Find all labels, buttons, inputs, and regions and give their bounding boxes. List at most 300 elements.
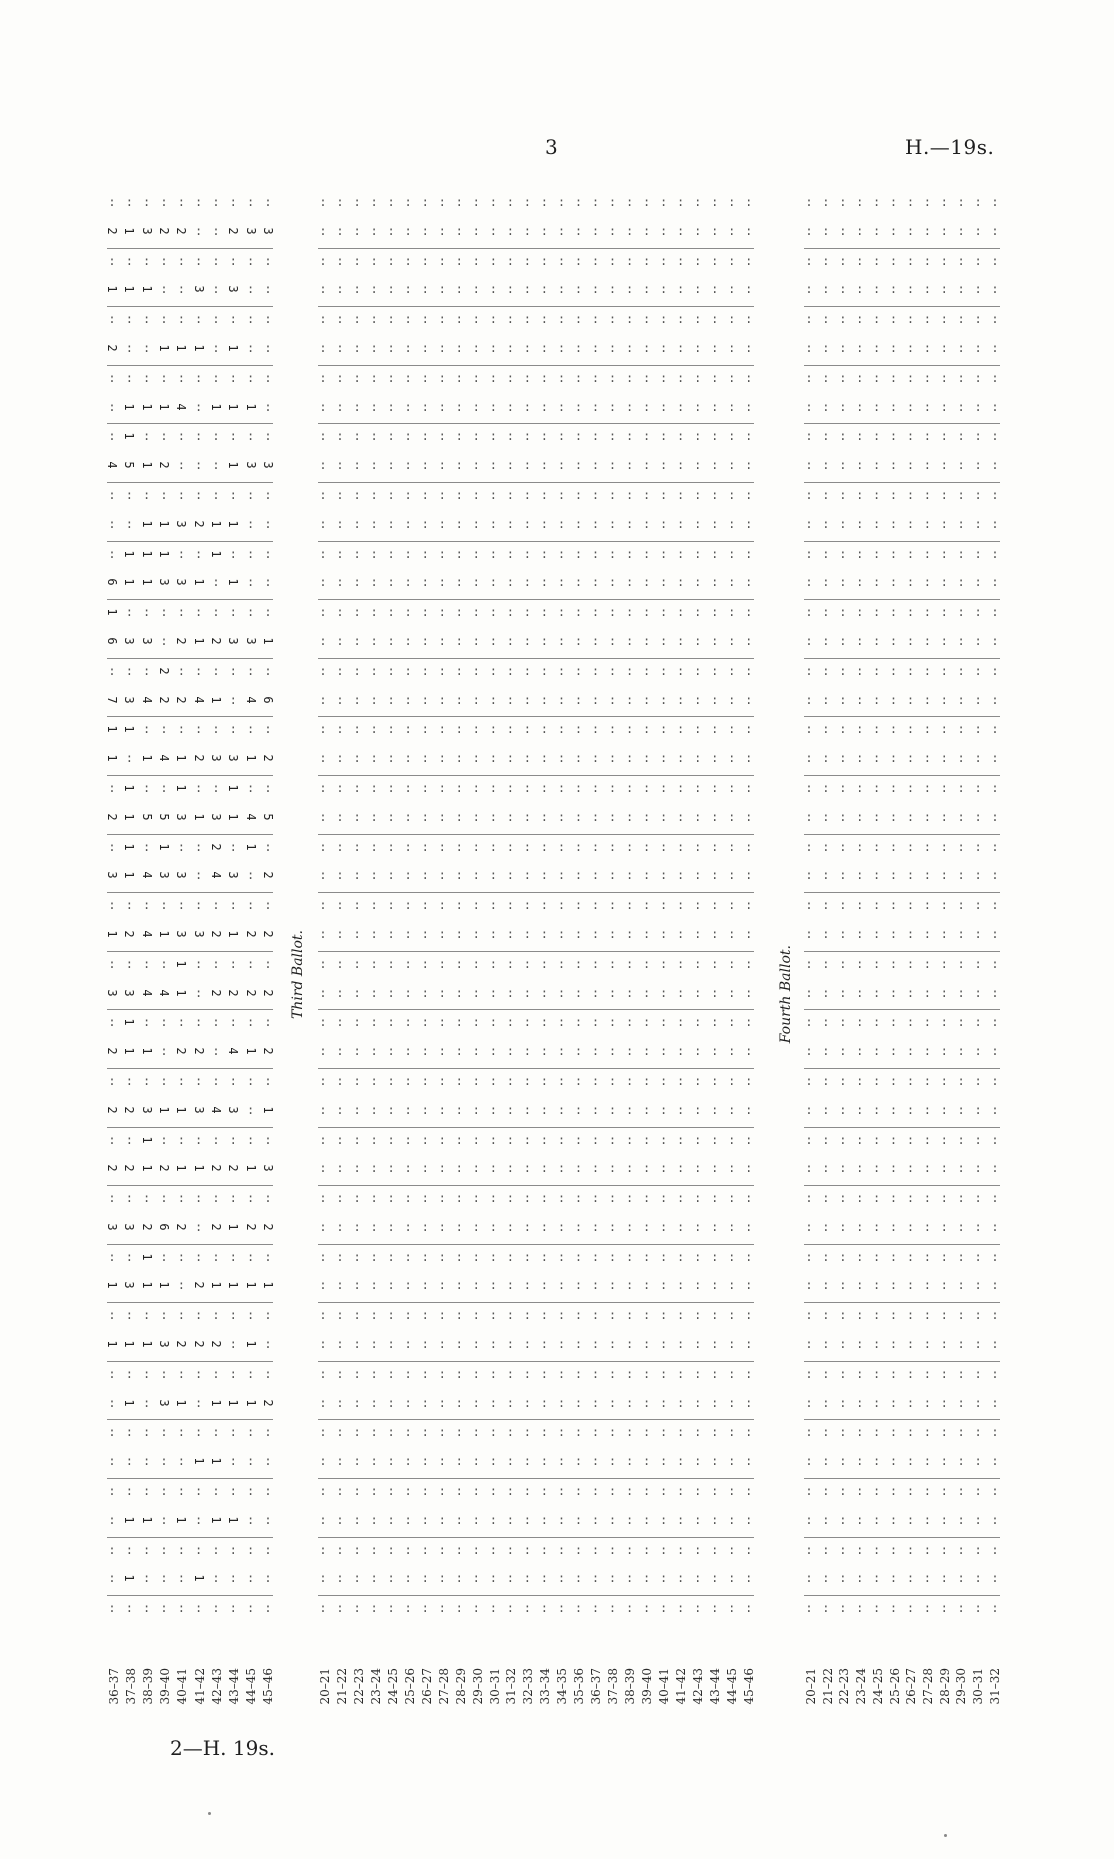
table-cell: : xyxy=(229,253,237,268)
table-cell: : xyxy=(940,605,948,620)
table-cell: : xyxy=(677,809,685,824)
table-cell: : xyxy=(660,458,668,473)
table-cell: : xyxy=(591,1161,600,1176)
table-cell: : xyxy=(608,1308,617,1323)
table-cell: : xyxy=(642,1073,651,1088)
table-cell: : xyxy=(822,956,830,971)
table-cell: : xyxy=(642,282,651,297)
table-row xyxy=(804,453,1000,483)
table-cell: : xyxy=(370,1366,378,1381)
range-labels-col1 xyxy=(107,1668,273,1705)
table-cell: : xyxy=(805,1073,813,1088)
table-cell: : xyxy=(557,340,566,355)
fourth-ballot-table xyxy=(804,190,1000,1625)
table-cell: : xyxy=(557,1571,566,1586)
table-cell: : xyxy=(195,1308,203,1323)
table-cell: 4 xyxy=(139,695,154,704)
table-cell: : xyxy=(642,1044,651,1059)
range-label: 26–27 xyxy=(904,1668,919,1705)
table-cell: : xyxy=(974,282,982,297)
table-cell: : xyxy=(523,1015,531,1030)
table-cell: : xyxy=(906,195,915,209)
table-cell: : xyxy=(455,692,463,707)
table-cell: : xyxy=(404,312,412,327)
table-cell: : xyxy=(506,1102,514,1117)
table-cell: 1 xyxy=(191,578,206,586)
table-cell: : xyxy=(143,780,151,795)
table-cell: : xyxy=(642,1249,651,1264)
table-cell: : xyxy=(991,1191,999,1206)
table-cell: 2 xyxy=(260,1047,275,1055)
table-cell: : xyxy=(873,839,881,854)
table-cell: : xyxy=(856,1191,864,1206)
table-cell: : xyxy=(195,1015,203,1030)
table-cell: : xyxy=(677,1337,685,1352)
table-cell: : xyxy=(472,1484,480,1499)
table-cell: : xyxy=(489,868,497,883)
table-cell: : xyxy=(472,839,480,854)
table-cell: : xyxy=(387,429,395,444)
table-cell: 1 xyxy=(243,1399,258,1407)
table-cell: : xyxy=(574,605,583,620)
table-row xyxy=(804,190,1000,219)
table-cell: : xyxy=(822,985,830,1000)
table-cell: : xyxy=(319,1337,327,1352)
table-cell: : xyxy=(353,1366,361,1381)
table-cell: : xyxy=(889,1542,898,1557)
table-cell: : xyxy=(642,1015,651,1030)
table-cell: : xyxy=(625,1337,634,1352)
table-cell: : xyxy=(906,575,915,590)
table-cell: 6 xyxy=(105,578,119,586)
table-cell: : xyxy=(404,1512,412,1527)
table-cell: : xyxy=(387,1542,395,1557)
table-cell: : xyxy=(745,282,753,297)
table-cell: : xyxy=(991,1366,999,1381)
table-cell: 3 xyxy=(105,1223,119,1231)
table-cell: : xyxy=(229,839,237,854)
table-cell: : xyxy=(489,898,497,913)
table-cell: 4 xyxy=(174,402,189,411)
table-cell: : xyxy=(974,1454,982,1469)
table-cell: : xyxy=(991,1337,999,1352)
table-cell: : xyxy=(404,956,412,971)
table-cell: : xyxy=(489,1601,497,1616)
table-cell: : xyxy=(421,1308,429,1323)
table-cell: : xyxy=(608,575,617,590)
table-cell: : xyxy=(856,1015,864,1030)
table-cell: : xyxy=(889,1395,898,1410)
table-cell: : xyxy=(506,1512,514,1527)
table-cell: : xyxy=(906,458,915,473)
table-cell: : xyxy=(387,1249,395,1264)
third-ballot-table xyxy=(318,190,754,1625)
table-cell: : xyxy=(143,1571,151,1586)
table-row xyxy=(107,1566,273,1596)
table-cell: : xyxy=(319,809,327,824)
table-cell: : xyxy=(711,1542,719,1557)
table-cell: : xyxy=(889,253,898,268)
table-cell: : xyxy=(677,340,685,355)
table-cell: 2 xyxy=(208,1223,223,1231)
table-cell: : xyxy=(625,1278,634,1293)
table-cell: 1 xyxy=(122,1018,137,1026)
table-cell: : xyxy=(336,605,344,620)
table-cell: 2 xyxy=(105,1106,119,1114)
table-cell: : xyxy=(745,956,753,971)
table-cell: : xyxy=(625,868,634,883)
table-row xyxy=(804,1596,1000,1625)
table-cell: 2 xyxy=(208,1164,223,1172)
table-cell: : xyxy=(873,1601,881,1616)
table-cell: : xyxy=(472,898,480,913)
table-cell: : xyxy=(728,605,736,620)
table-row xyxy=(107,717,273,746)
table-cell: : xyxy=(991,985,999,1000)
table-cell: : xyxy=(957,663,965,678)
table-row xyxy=(804,746,1000,776)
table-cell: : xyxy=(229,1454,237,1469)
table-cell: : xyxy=(370,1601,378,1616)
table-cell: : xyxy=(677,926,685,941)
table-cell: : xyxy=(625,633,634,648)
table-cell: : xyxy=(957,1484,965,1499)
table-row xyxy=(318,1245,754,1274)
table-cell: : xyxy=(677,956,685,971)
table-cell: : xyxy=(822,312,830,327)
table-cell: : xyxy=(642,223,651,238)
table-cell: : xyxy=(212,1044,220,1059)
table-cell: : xyxy=(591,546,600,561)
table-cell: : xyxy=(625,1425,634,1440)
table-cell: : xyxy=(745,253,753,268)
table-cell: : xyxy=(677,780,685,795)
table-cell: : xyxy=(319,1219,327,1234)
table-cell: : xyxy=(143,1308,151,1323)
table-cell: : xyxy=(839,926,847,941)
table-cell: : xyxy=(506,1191,514,1206)
table-cell: : xyxy=(991,1161,999,1176)
table-cell: : xyxy=(540,780,549,795)
table-cell: : xyxy=(523,1512,531,1527)
table-cell: : xyxy=(264,546,272,561)
table-cell: : xyxy=(873,370,881,385)
table-cell: : xyxy=(319,1601,327,1616)
table-cell: : xyxy=(728,487,736,502)
table-cell: : xyxy=(387,223,395,238)
table-cell: : xyxy=(625,605,634,620)
table-cell: : xyxy=(319,692,327,707)
table-cell: : xyxy=(229,1191,237,1206)
table-cell: : xyxy=(856,1132,864,1147)
table-cell: : xyxy=(856,195,864,209)
table-cell: : xyxy=(264,898,272,913)
table-cell: : xyxy=(489,985,497,1000)
table-cell: : xyxy=(906,1249,915,1264)
table-cell: : xyxy=(591,458,600,473)
table-cell: : xyxy=(489,1161,497,1176)
table-cell: : xyxy=(523,487,531,502)
table-cell: : xyxy=(728,575,736,590)
table-cell: : xyxy=(229,692,237,707)
table-cell: : xyxy=(711,633,719,648)
table-cell: : xyxy=(591,282,600,297)
table-cell: : xyxy=(822,1191,830,1206)
table-row xyxy=(318,1273,754,1303)
table-cell: : xyxy=(608,1484,617,1499)
table-cell: : xyxy=(404,1337,412,1352)
table-cell: : xyxy=(336,429,344,444)
table-cell: : xyxy=(506,1161,514,1176)
table-cell: 1 xyxy=(191,813,206,821)
table-cell: : xyxy=(387,839,395,854)
table-cell: : xyxy=(370,575,378,590)
range-label: 20–21 xyxy=(804,1668,818,1705)
table-cell: : xyxy=(574,1015,583,1030)
table-cell: : xyxy=(489,1073,497,1088)
table-cell: : xyxy=(711,985,719,1000)
table-cell: : xyxy=(438,429,446,444)
table-cell: : xyxy=(506,1073,514,1088)
table-cell: : xyxy=(856,926,864,941)
table-cell: : xyxy=(608,898,617,913)
table-cell: 3 xyxy=(174,578,189,586)
table-cell: : xyxy=(728,1073,736,1088)
table-cell: : xyxy=(319,663,327,678)
table-cell: : xyxy=(319,429,327,444)
table-cell: : xyxy=(229,1308,237,1323)
table-cell: : xyxy=(264,516,272,531)
table-cell: : xyxy=(523,926,531,941)
table-cell: : xyxy=(889,809,898,824)
table-cell: : xyxy=(143,1601,151,1616)
table-cell: : xyxy=(489,1102,497,1117)
table-cell: : xyxy=(353,1278,361,1293)
table-cell: : xyxy=(957,1542,965,1557)
table-cell: : xyxy=(438,663,446,678)
table-cell: : xyxy=(906,1191,915,1206)
table-cell: 1 xyxy=(139,1164,154,1172)
table-cell: : xyxy=(540,253,549,268)
table-cell: : xyxy=(557,809,566,824)
table-cell: : xyxy=(421,1161,429,1176)
table-cell: : xyxy=(677,195,685,209)
table-cell: : xyxy=(591,663,600,678)
table-cell: : xyxy=(353,898,361,913)
table-cell: : xyxy=(889,370,898,385)
table-cell: : xyxy=(957,839,965,854)
table-row xyxy=(804,1273,1000,1303)
table-cell: 2 xyxy=(156,1164,171,1172)
table-cell: : xyxy=(264,663,272,678)
table-cell: : xyxy=(212,1571,220,1586)
table-cell: : xyxy=(957,1044,965,1059)
table-cell: : xyxy=(319,1102,327,1117)
table-cell: 3 xyxy=(226,871,241,879)
table-row xyxy=(107,190,273,219)
table-cell: : xyxy=(195,1395,203,1410)
table-cell: : xyxy=(370,312,378,327)
table-cell: : xyxy=(974,487,982,502)
table-cell: : xyxy=(711,253,719,268)
table-cell: : xyxy=(387,809,395,824)
table-cell: : xyxy=(353,956,361,971)
table-cell: : xyxy=(694,633,702,648)
table-cell: : xyxy=(873,868,881,883)
table-cell: : xyxy=(677,1601,685,1616)
table-cell: : xyxy=(353,1484,361,1499)
table-cell: : xyxy=(642,1191,651,1206)
table-cell: : xyxy=(711,1015,719,1030)
table-cell: : xyxy=(353,1571,361,1586)
table-cell: : xyxy=(353,809,361,824)
table-cell: : xyxy=(923,1191,931,1206)
table-cell: : xyxy=(694,340,702,355)
table-cell: : xyxy=(728,633,736,648)
table-cell: : xyxy=(694,839,702,854)
table-cell: : xyxy=(319,1542,327,1557)
table-cell: : xyxy=(421,839,429,854)
table-cell: : xyxy=(608,1454,617,1469)
table-cell: : xyxy=(873,458,881,473)
table-cell: : xyxy=(506,1454,514,1469)
range-label: 35–36 xyxy=(572,1668,587,1705)
table-cell: : xyxy=(229,605,237,620)
table-cell: : xyxy=(125,1132,133,1147)
table-row xyxy=(107,1245,273,1274)
table-cell: : xyxy=(125,487,133,502)
table-cell: : xyxy=(319,868,327,883)
table-cell: : xyxy=(353,575,361,590)
table-cell: : xyxy=(506,898,514,913)
table-cell: : xyxy=(873,1395,881,1410)
table-cell: : xyxy=(160,1249,168,1264)
table-cell: : xyxy=(974,195,982,209)
table-cell: : xyxy=(438,956,446,971)
table-cell: : xyxy=(370,1161,378,1176)
table-cell: : xyxy=(660,1601,668,1616)
table-cell: : xyxy=(923,1484,931,1499)
table-cell: : xyxy=(822,195,830,209)
table-cell: 1 xyxy=(243,1340,258,1348)
table-cell: : xyxy=(940,985,948,1000)
table-cell: : xyxy=(889,1278,898,1293)
table-cell: : xyxy=(108,1425,116,1440)
table-cell: : xyxy=(856,370,864,385)
table-cell: : xyxy=(677,839,685,854)
range-label: 27–28 xyxy=(921,1668,936,1705)
table-cell: : xyxy=(574,1571,583,1586)
table-cell: : xyxy=(455,1102,463,1117)
table-cell: : xyxy=(608,340,617,355)
table-cell: : xyxy=(805,1278,813,1293)
table-cell: : xyxy=(625,1102,634,1117)
table-cell: : xyxy=(906,340,915,355)
table-cell: : xyxy=(421,487,429,502)
table-cell: : xyxy=(660,1073,668,1088)
table-cell: : xyxy=(745,1015,753,1030)
table-cell: : xyxy=(660,722,668,737)
table-cell: : xyxy=(642,868,651,883)
table-cell: : xyxy=(336,1308,344,1323)
table-cell: : xyxy=(957,1366,965,1381)
table-cell: : xyxy=(506,487,514,502)
table-cell: : xyxy=(557,1484,566,1499)
table-cell: : xyxy=(540,487,549,502)
table-cell: : xyxy=(489,926,497,941)
table-cell: : xyxy=(177,1542,185,1557)
table-cell: : xyxy=(404,1601,412,1616)
table-cell: : xyxy=(387,516,395,531)
table-cell: : xyxy=(694,1278,702,1293)
table-cell: : xyxy=(957,722,965,737)
table-cell: : xyxy=(247,1601,255,1616)
table-row xyxy=(804,1449,1000,1479)
table-cell: : xyxy=(839,1249,847,1264)
table-cell: : xyxy=(822,1132,830,1147)
table-row xyxy=(318,1566,754,1596)
table-cell: : xyxy=(160,1425,168,1440)
table-cell: 1 xyxy=(122,1340,137,1348)
table-cell: : xyxy=(957,516,965,531)
table-cell: : xyxy=(728,1132,736,1147)
table-cell: : xyxy=(745,516,753,531)
table-cell: 1 xyxy=(139,578,154,586)
table-cell: : xyxy=(822,1454,830,1469)
table-cell: : xyxy=(160,898,168,913)
table-cell: : xyxy=(694,487,702,502)
table-cell: : xyxy=(523,340,531,355)
table-cell: : xyxy=(660,1395,668,1410)
table-cell: : xyxy=(125,1249,133,1264)
table-row xyxy=(318,483,754,512)
table-cell: : xyxy=(523,1366,531,1381)
table-cell: : xyxy=(889,282,898,297)
table-cell: : xyxy=(455,839,463,854)
table-cell: : xyxy=(421,926,429,941)
table-cell: : xyxy=(319,1454,327,1469)
table-cell: : xyxy=(660,1161,668,1176)
table-cell: : xyxy=(472,1308,480,1323)
table-cell: : xyxy=(421,722,429,737)
table-cell: : xyxy=(974,1601,982,1616)
table-cell: 1 xyxy=(174,784,189,792)
table-cell: : xyxy=(370,633,378,648)
table-cell: : xyxy=(839,985,847,1000)
table-cell: : xyxy=(387,1484,395,1499)
table-cell: : xyxy=(421,605,429,620)
table-cell: : xyxy=(940,780,948,795)
table-cell: : xyxy=(728,1484,736,1499)
table-cell: : xyxy=(506,458,514,473)
table-cell: : xyxy=(677,1278,685,1293)
table-row xyxy=(107,863,273,893)
table-cell: : xyxy=(974,926,982,941)
table-cell: : xyxy=(608,429,617,444)
table-cell: : xyxy=(370,605,378,620)
table-cell: : xyxy=(229,429,237,444)
table-cell: : xyxy=(195,663,203,678)
table-cell: : xyxy=(608,1161,617,1176)
table-cell: : xyxy=(472,692,480,707)
table-cell: : xyxy=(489,1219,497,1234)
table-cell: : xyxy=(557,1249,566,1264)
range-label: 39–40 xyxy=(640,1668,655,1705)
table-cell: : xyxy=(805,663,813,678)
table-cell: : xyxy=(974,605,982,620)
table-row xyxy=(804,717,1000,746)
table-cell: : xyxy=(745,1425,753,1440)
